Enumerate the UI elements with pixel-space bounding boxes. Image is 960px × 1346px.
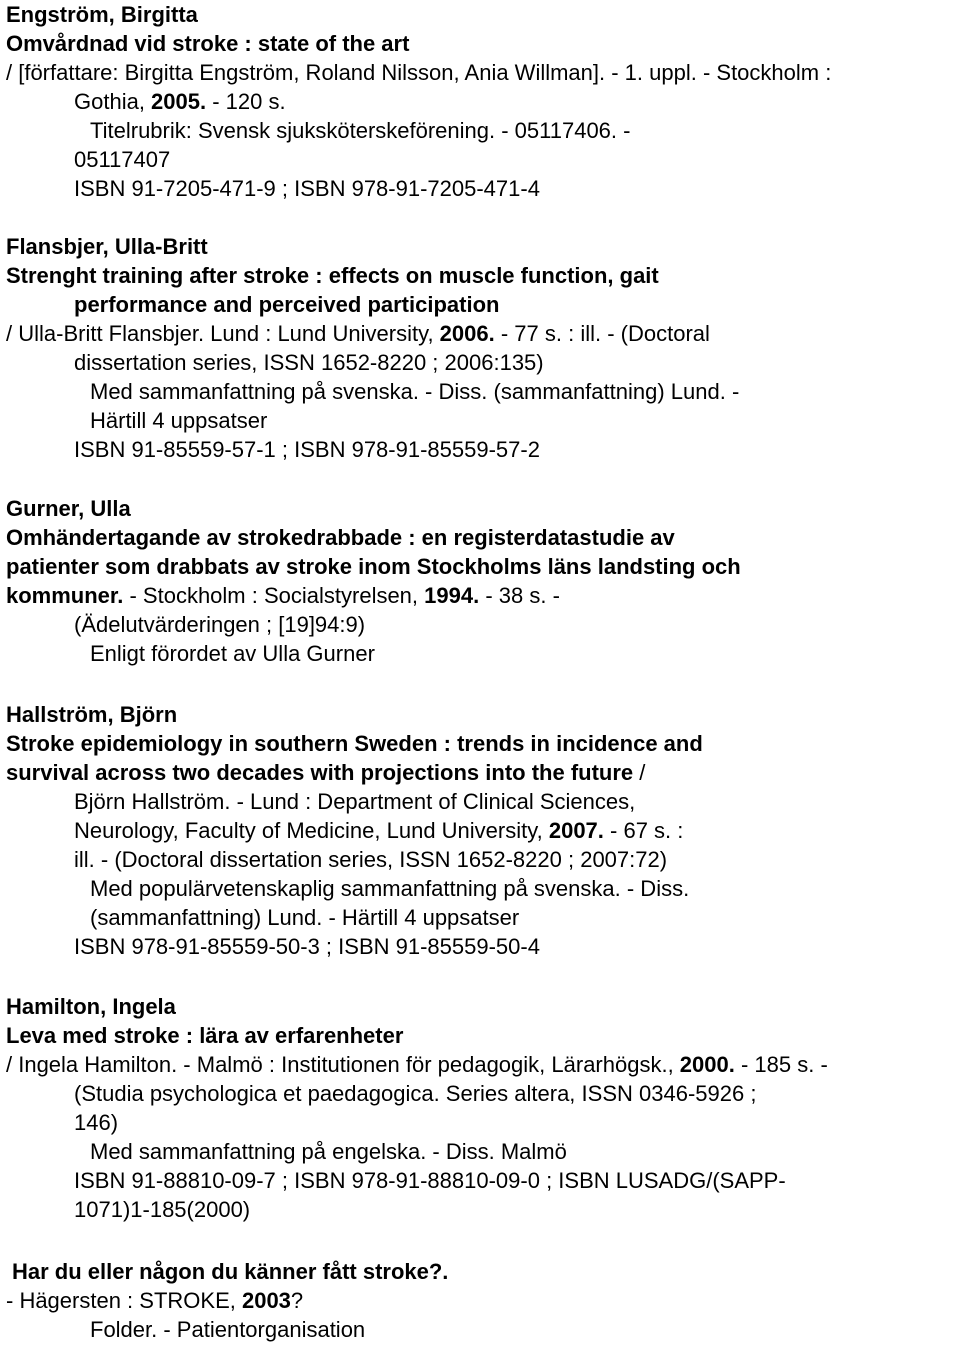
entry-title-end: kommuner. [6, 583, 124, 608]
entry-series: (Studia psychologica et paedagogica. Series altera, ISSN 0346-5926 ; [74, 1081, 757, 1106]
entry-title: Omhändertagande av strokedrabbade : en registerdatastudie av [6, 525, 675, 550]
entry-note: Med sammanfattning på svenska. - Diss. (sammanfattning) Lund. - [90, 379, 740, 404]
entry-year: 1994. [424, 583, 480, 608]
entry-title-cont: survival across two decades with projections into the future / [6, 760, 646, 785]
entry-publication-cont: Neurology, Faculty of Medicine, Lund University, 2007. - 67 s. : [74, 818, 684, 843]
entry-note-cont: 05117407 [74, 147, 171, 172]
entry-note-cont: Härtill 4 uppsatser [90, 408, 268, 433]
entry-year: 2006. [439, 321, 495, 346]
entry-title-cont: patienter som drabbats av stroke inom Stockholms läns landsting och [6, 554, 741, 579]
entry-isbn: ISBN 978-91-85559-50-3 ; ISBN 91-85559-50-4 [74, 934, 540, 959]
entry-note: Med sammanfattning på engelska. - Diss. Malmö [90, 1139, 567, 1164]
entry-note: Folder. - Patientorganisation [90, 1317, 366, 1342]
entry-publication-cont: dissertation series, ISSN 1652-8220 ; 2006:135) [74, 350, 544, 375]
entry-title: Stroke epidemiology in southern Sweden : trends in incidence and [6, 731, 703, 756]
entry-isbn-cont: 1071)1-185(2000) [74, 1197, 251, 1222]
entry-publication: kommuner. - Stockholm : Socialstyrelsen, 1994. - 38 s. - [6, 583, 560, 608]
entry-author: Gurner, Ulla [6, 496, 131, 521]
entry-year: 2003 [241, 1288, 291, 1313]
entry-title: Strenght training after stroke : effects on muscle function, gait [6, 263, 659, 288]
entry-publication: / [författare: Birgitta Engström, Roland Nilsson, Ania Willman]. - 1. uppl. - Stockholm : [6, 60, 832, 85]
entry-author: Engström, Birgitta [6, 2, 198, 27]
entry-note-cont: (sammanfattning) Lund. - Härtill 4 uppsatser [90, 905, 520, 930]
entry-author: Flansbjer, Ulla-Britt [6, 234, 208, 259]
entry-title: Leva med stroke : lära av erfarenheter [6, 1023, 404, 1048]
entry-series-cont: 146) [74, 1110, 119, 1135]
entry-isbn: ISBN 91-7205-471-9 ; ISBN 978-91-7205-471-4 [74, 176, 540, 201]
entry-series: (Ädelutvärderingen ; [19]94:9) [74, 612, 366, 637]
entry-title: Har du eller någon du känner fått stroke?. [12, 1259, 449, 1284]
entry-isbn: ISBN 91-88810-09-7 ; ISBN 978-91-88810-09-0 ; ISBN LUSADG/(SAPP- [74, 1168, 786, 1193]
entry-publication-cont: Gothia, 2005. - 120 s. [74, 89, 286, 114]
entry-publication: / Ulla-Britt Flansbjer. Lund : Lund University, 2006. - 77 s. : ill. - (Doctoral [6, 321, 710, 346]
entry-isbn: ISBN 91-85559-57-1 ; ISBN 978-91-85559-57-2 [74, 437, 540, 462]
entry-note: Med populärvetenskaplig sammanfattning på svenska. - Diss. [90, 876, 690, 901]
entry-year: 2005. [151, 89, 207, 114]
entry-publication: / Ingela Hamilton. - Malmö : Institutionen för pedagogik, Lärarhögsk., 2000. - 185 s. - [6, 1052, 828, 1077]
entry-title: Omvårdnad vid stroke : state of the art [6, 31, 410, 56]
entry-year: 2000. [679, 1052, 735, 1077]
entry-author: Hamilton, Ingela [6, 994, 176, 1019]
entry-note: Titelrubrik: Svensk sjuksköterskeförening. - 05117406. - [90, 118, 631, 143]
entry-title-cont: performance and perceived participation [74, 292, 500, 317]
entry-author: Hallström, Björn [6, 702, 178, 727]
entry-note: Enligt förordet av Ulla Gurner [90, 641, 375, 666]
entry-series: ill. - (Doctoral dissertation series, ISSN 1652-8220 ; 2007:72) [74, 847, 668, 872]
entry-publication: - Hägersten : STROKE, 2003? [6, 1288, 304, 1313]
entry-publication: Björn Hallström. - Lund : Department of Clinical Sciences, [74, 789, 636, 814]
entry-year: 2007. [548, 818, 604, 843]
